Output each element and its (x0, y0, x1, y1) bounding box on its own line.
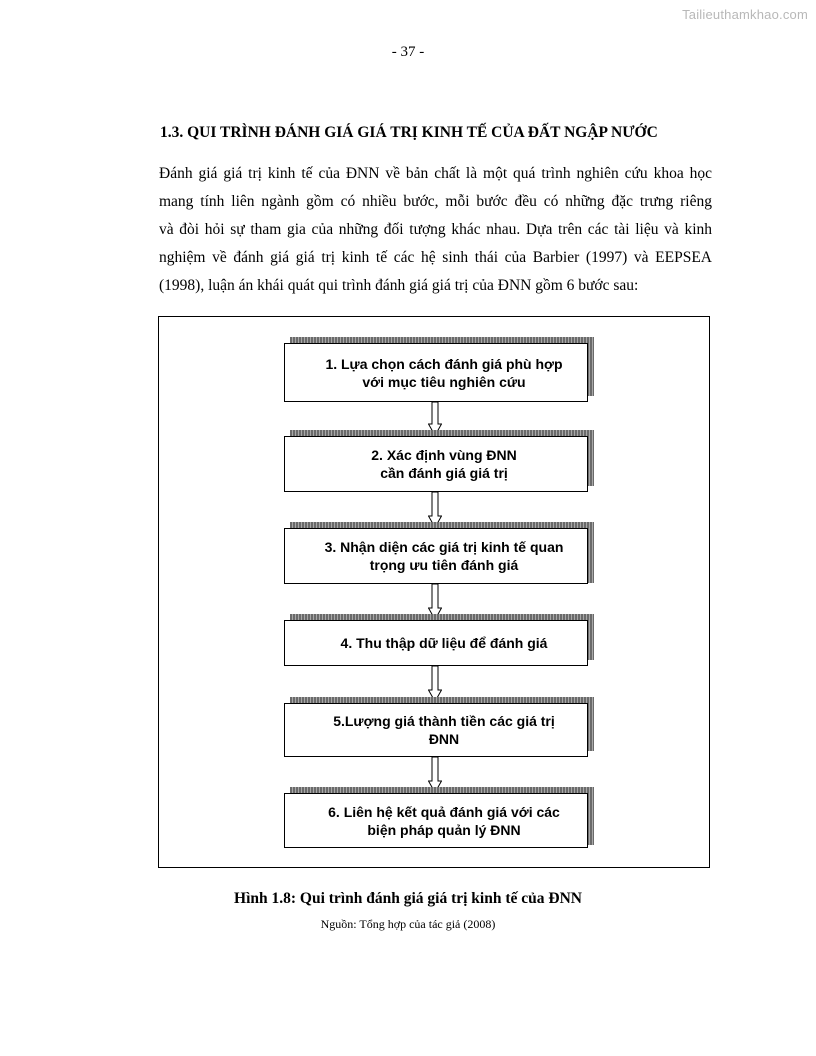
step-text-line: 2. Xác định vùng ĐNN (371, 447, 517, 463)
step-text-line: ĐNN (428, 731, 460, 747)
flowchart-step-3 (284, 528, 588, 584)
page-number: - 37 - (391, 44, 425, 60)
figure-source: Nguồn: Tổng hợp của tác giả (2008) (320, 917, 496, 931)
flowchart-step-6 (284, 793, 588, 848)
section-heading: 1.3. QUI TRÌNH ĐÁNH GIÁ GIÁ TRỊ KINH TẾ CỦA ĐẤT NGẬP NƯỚC (160, 124, 658, 141)
step-text-line: 4. Thu thập dữ liệu để đánh giá (340, 635, 548, 651)
flowchart-step-4 (284, 620, 588, 666)
paragraph-line: mang tính liên ngành gồm có nhiều bước, mỗi bước đều có những đặc trưng riêng (159, 193, 712, 210)
figure-caption: Hình 1.8: Qui trình đánh giá giá trị kinh tế của ĐNN (234, 890, 582, 907)
step-text-line: với mục tiêu nghiên cứu (362, 373, 526, 390)
flowchart-step-5 (284, 703, 588, 757)
paragraph-line: Đánh giá giá trị kinh tế của ĐNN về bản chất là một quá trình nghiên cứu khoa học (159, 165, 712, 182)
step-text-line: 6. Liên hệ kết quả đánh giá với các (328, 803, 560, 820)
step-text-line: cần đánh giá giá trị (380, 465, 508, 481)
step-text-line: 1. Lựa chọn cách đánh giá phù hợp (325, 355, 563, 372)
paragraph-line: và đòi hỏi sự tham gia của những đối tượng khác nhau. Dựa trên các tài liệu và kinh (159, 221, 712, 238)
step-text-line: biện pháp quản lý ĐNN (367, 821, 521, 838)
step-text-line: trọng ưu tiên đánh giá (369, 557, 519, 573)
flowchart-step-1 (284, 343, 588, 402)
paragraph-line: nghiệm về đánh giá giá trị kinh tế các hệ sinh thái của Barbier (1997) và EEPSEA (159, 249, 712, 266)
step-text-line: 3. Nhận diện các giá trị kinh tế quan (324, 539, 564, 555)
flowchart-step-2 (284, 436, 588, 492)
paragraph-line: (1998), luận án khái quát qui trình đánh giá giá trị của ĐNN gồm 6 bước sau: (159, 277, 639, 294)
watermark: Tailieuthamkhao.com (682, 7, 808, 22)
step-text-line: 5.Lượng giá thành tiền các giá trị (333, 713, 555, 729)
